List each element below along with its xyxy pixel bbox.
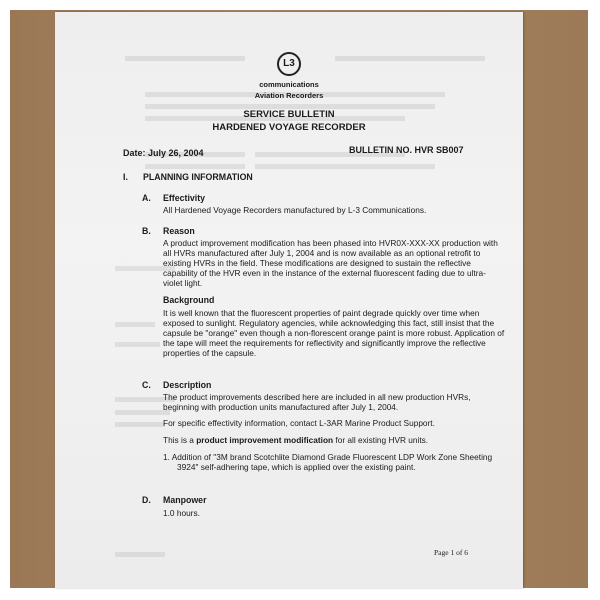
title-hardened-voyage-recorder: HARDENED VOYAGE RECORDER — [212, 122, 366, 133]
description-p3-emphasis: product improvement modification — [196, 435, 334, 445]
description-p3-post: for all existing HVR units. — [333, 435, 429, 445]
bulletin-date: Date: July 26, 2004 — [123, 148, 204, 158]
manpower-letter: D. — [142, 495, 151, 505]
section-number: I. — [123, 172, 128, 182]
logo-aviation-recorders: Aviation Recorders — [254, 91, 324, 100]
effectivity-text: All Hardened Voyage Recorders manufactured by L-3 Communications. — [163, 205, 427, 215]
description-heading: Description — [163, 380, 212, 390]
background-heading: Background — [163, 295, 215, 305]
l3-logo-icon: L3 — [277, 52, 301, 76]
section-title: PLANNING INFORMATION — [143, 172, 253, 182]
bulletin-number: BULLETIN NO. HVR SB007 — [349, 145, 464, 155]
description-p3-pre: This is a — [163, 435, 197, 445]
effectivity-heading: Effectivity — [163, 193, 206, 203]
logo-communications: communications — [259, 80, 319, 89]
manpower-text: 1.0 hours. — [163, 508, 200, 518]
reason-letter: B. — [142, 226, 151, 236]
description-paragraph-3 — [163, 435, 515, 445]
background-text: It is well known that the fluorescent properties of paint degrade quickly over time when exposed to sunlight. Regulatory agencies, while acknowledging this fact, still insist that the capsule be "orange" even though a non-florescent orange paint is more robust. Application of the tape will meet the requirements for reflectivity and significantly improve the reflective properties of the capsule. — [163, 308, 505, 359]
title-service-bulletin: SERVICE BULLETIN — [243, 109, 335, 120]
description-paragraph-2: For specific effectivity information, contact L-3AR Marine Product Support. — [163, 418, 435, 428]
reason-text: A product improvement modification has been phased into HVR0X-XXX-XX production with all HVRs manufactured after July 1, 2004 and is now available as an optional retrofit to existing HVRs in the field. These modifications are designed to sustain the reflective capability of the HVR even in the instance of the external fluorescent fading due to ultra-violet light. — [163, 238, 498, 289]
manpower-heading: Manpower — [163, 495, 207, 505]
document-page — [55, 12, 523, 588]
effectivity-letter: A. — [142, 193, 151, 203]
reason-heading: Reason — [163, 226, 195, 236]
description-item-1: 1. Addition of "3M brand Scotchlite Diamond Grade Fluorescent LDP Work Zone Sheeting 3924" self-adhering tape, which is applied over the existing paint. — [163, 452, 493, 473]
description-paragraph-1: The product improvements described here are included in all new production HVRs, beginning with production units manufactured after July 1, 2004. — [163, 392, 471, 413]
description-letter: C. — [142, 380, 151, 390]
page-number: Page 1 of 6 — [434, 548, 468, 557]
